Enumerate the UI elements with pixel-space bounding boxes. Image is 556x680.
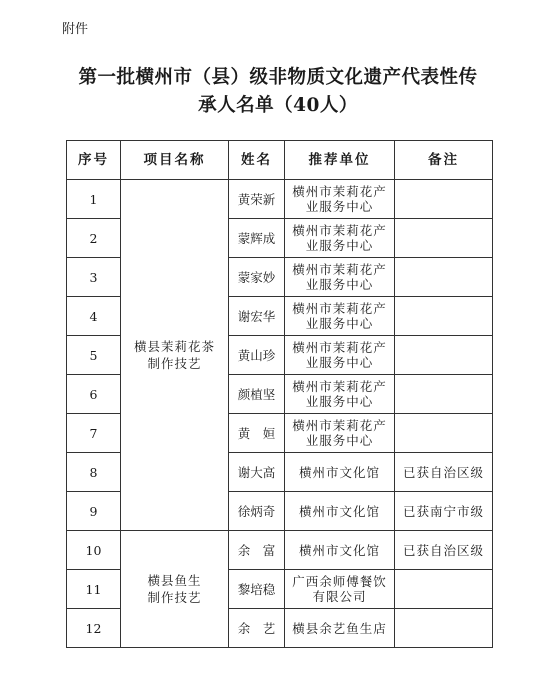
row-note bbox=[395, 336, 493, 375]
row-no: 8 bbox=[67, 453, 121, 492]
header-unit: 推荐单位 bbox=[285, 141, 395, 180]
header-name: 姓名 bbox=[229, 141, 285, 180]
row-name: 谢宏华 bbox=[229, 297, 285, 336]
row-name: 颜植坚 bbox=[229, 375, 285, 414]
row-name: 蒙辉成 bbox=[229, 219, 285, 258]
table-row bbox=[67, 531, 493, 570]
title-line-2: 承人名单（40人） bbox=[198, 95, 358, 116]
row-unit: 横州市茉莉花产业服务中心 bbox=[285, 258, 395, 297]
header-no: 序号 bbox=[67, 141, 121, 180]
row-name: 蒙家妙 bbox=[229, 258, 285, 297]
row-unit: 横州市茉莉花产业服务中心 bbox=[285, 375, 395, 414]
row-note bbox=[395, 570, 493, 609]
row-unit: 横州市茉莉花产业服务中心 bbox=[285, 180, 395, 219]
row-no: 10 bbox=[67, 531, 121, 570]
row-no: 5 bbox=[67, 336, 121, 375]
row-no: 1 bbox=[67, 180, 121, 219]
header-project: 项目名称 bbox=[121, 141, 229, 180]
row-unit: 广西余师傅餐饮有限公司 bbox=[285, 570, 395, 609]
row-name: 徐炳奇 bbox=[229, 492, 285, 531]
row-unit: 横州市茉莉花产业服务中心 bbox=[285, 297, 395, 336]
row-no: 6 bbox=[67, 375, 121, 414]
row-name: 黄 姮 bbox=[229, 414, 285, 453]
row-name: 黎培稳 bbox=[229, 570, 285, 609]
row-name: 余 富 bbox=[229, 531, 285, 570]
title-line-1: 第一批横州市（县）级非物质文化遗产代表性传 bbox=[78, 67, 478, 88]
row-note bbox=[395, 219, 493, 258]
row-no: 11 bbox=[67, 570, 121, 609]
row-name: 黄山珍 bbox=[229, 336, 285, 375]
row-unit: 横州市文化馆 bbox=[285, 531, 395, 570]
row-note bbox=[395, 414, 493, 453]
row-note bbox=[395, 609, 493, 648]
row-unit: 横州市茉莉花产业服务中心 bbox=[285, 414, 395, 453]
row-no: 2 bbox=[67, 219, 121, 258]
table-header-row bbox=[67, 141, 493, 180]
inheritor-table bbox=[66, 140, 493, 648]
document-title bbox=[0, 64, 556, 120]
row-name: 谢大高 bbox=[229, 453, 285, 492]
row-unit: 横州市文化馆 bbox=[285, 492, 395, 531]
row-note: 已获自治区级 bbox=[395, 531, 493, 570]
project-cell: 横县鱼生制作技艺 bbox=[121, 531, 229, 648]
row-no: 3 bbox=[67, 258, 121, 297]
row-name: 黄荣新 bbox=[229, 180, 285, 219]
row-unit: 横州市茉莉花产业服务中心 bbox=[285, 336, 395, 375]
attachment-label: 附件 bbox=[62, 22, 89, 37]
row-no: 12 bbox=[67, 609, 121, 648]
row-no: 4 bbox=[67, 297, 121, 336]
row-no: 9 bbox=[67, 492, 121, 531]
row-note bbox=[395, 297, 493, 336]
row-note bbox=[395, 180, 493, 219]
row-unit: 横州市茉莉花产业服务中心 bbox=[285, 219, 395, 258]
row-note: 已获南宁市级 bbox=[395, 492, 493, 531]
table-row bbox=[67, 180, 493, 219]
row-unit: 横县余艺鱼生店 bbox=[285, 609, 395, 648]
row-no: 7 bbox=[67, 414, 121, 453]
row-note: 已获自治区级 bbox=[395, 453, 493, 492]
project-cell: 横县茉莉花茶制作技艺 bbox=[121, 180, 229, 531]
row-unit: 横州市文化馆 bbox=[285, 453, 395, 492]
row-name: 余 艺 bbox=[229, 609, 285, 648]
header-note: 备注 bbox=[395, 141, 493, 180]
row-note bbox=[395, 375, 493, 414]
row-note bbox=[395, 258, 493, 297]
